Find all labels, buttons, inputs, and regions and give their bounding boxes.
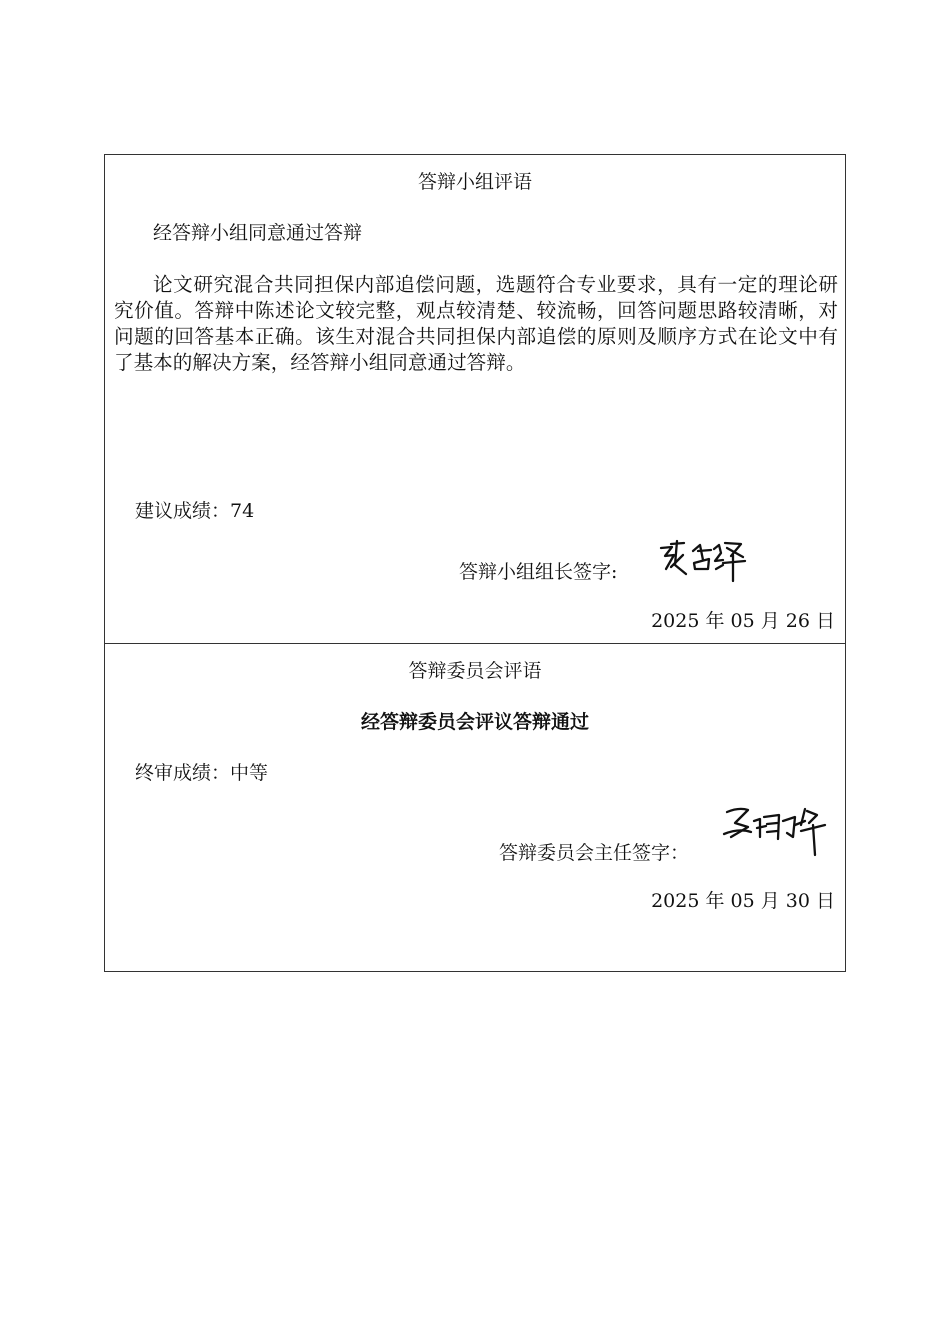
chair-signature — [721, 803, 833, 859]
leader-handwritten-signature — [657, 539, 747, 583]
committee-section-title: 答辩委员会评语 — [408, 660, 542, 682]
final-grade: 终审成绩：中等 — [135, 762, 269, 784]
defense-group-section — [105, 155, 845, 644]
group-comment-text: 论文研究混合共同担保内部追偿问题，选题符合专业要求，具有一定的理论研究价值。答辩中陈述论文较完整，观点较清楚、较流畅，回答问题思路较清晰，对问题的回答基本正确。该生对混合共同担保内部追偿的原则及顺序方式在论文中有了基本的解决方案，经答辩小组同意通过答辩。 — [114, 273, 838, 374]
suggested-grade: 建议成绩：74 — [135, 500, 255, 522]
chair-signature-label: 答辩委员会主任签字： — [499, 842, 690, 864]
leader-signature — [657, 539, 747, 583]
group-date: 2025 年 05 月 26 日 — [651, 610, 835, 632]
committee-conclusion: 经答辩委员会评议答辩通过 — [360, 711, 589, 733]
group-summary: 经答辩小组同意通过答辩 — [153, 222, 363, 244]
group-section-title: 答辩小组评语 — [417, 171, 532, 193]
chair-handwritten-signature — [721, 803, 833, 859]
committee-date: 2025 年 05 月 30 日 — [651, 890, 835, 912]
defense-evaluation-table — [104, 154, 846, 972]
leader-signature-label: 答辩小组组长签字: — [459, 561, 618, 583]
defense-committee-section — [105, 644, 845, 972]
